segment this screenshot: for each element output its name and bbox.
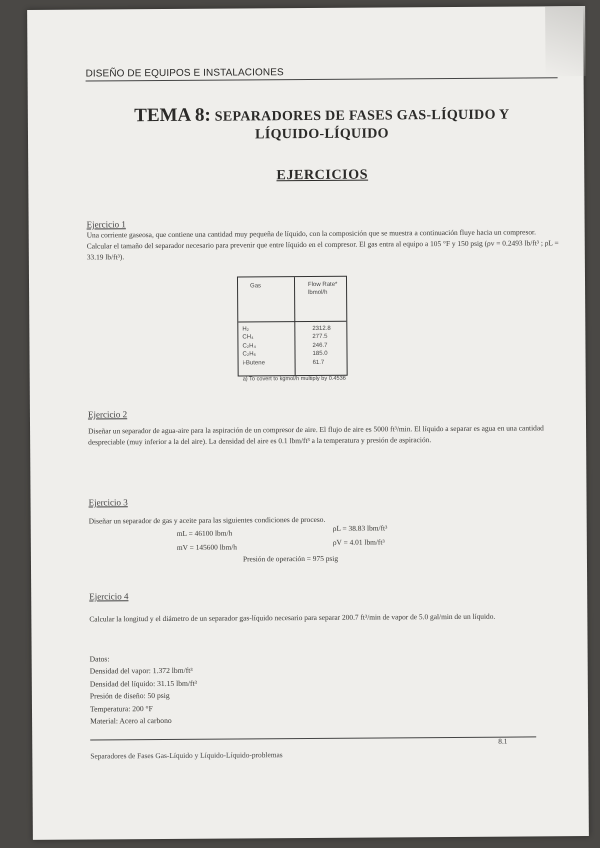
data-title: Datos:: [89, 654, 110, 664]
table-cell: i-Butene: [242, 359, 265, 367]
vapor-flow: mV = 145600 lbm/h: [176, 542, 237, 552]
data-item: Material: Acero al carbono: [90, 715, 172, 726]
exercise-4-label: Ejercicio 4: [89, 591, 129, 602]
table-cell: 2312.8: [312, 325, 331, 332]
exercise-1-label: Ejercicio 1: [86, 219, 126, 230]
page-number: 8.1: [498, 736, 508, 746]
data-item: Presión de diseño: 50 psig: [89, 691, 170, 701]
table-cell: 61.7: [312, 359, 325, 366]
table-col-flows: [312, 325, 331, 367]
liquid-flow: mL = 46100 lbm/h: [176, 528, 233, 538]
title-text: SEPARADORES DE FASES GAS-LÍQUIDO Y: [214, 107, 510, 125]
table-divider: [294, 277, 296, 375]
table-cell: 277.5: [312, 334, 328, 341]
gas-composition-table: [237, 276, 348, 377]
footer-divider: [90, 736, 536, 740]
table-cell: C₂H₄: [242, 343, 256, 350]
table-cell: 185.0: [312, 351, 328, 358]
title-text-line2: LÍQUIDO-LÍQUIDO: [255, 126, 389, 143]
table-cell: C₂H₆: [242, 351, 256, 358]
liquid-density: ρL = 38.83 lbm/ft³: [332, 523, 388, 533]
exercise-3-text: Diseñar un separador de gas y aceite para las siguientes condiciones de proceso.: [88, 514, 326, 526]
section-heading: EJERCICIOS: [276, 167, 369, 184]
exercise-4-text: Calcular la longitud y el diámetro de un separador gas-líquido necesario para separar 200.7 ft³/min de vapor de 5.0 gal/min de un líquido.: [89, 611, 496, 624]
running-footer: Separadores de Fases Gas-Líquido y Líquido-Líquido-problemas: [90, 750, 283, 761]
table-col-gases: [242, 325, 265, 367]
document-page: [27, 6, 589, 840]
vapor-density: ρV = 4.01 lbm/ft³: [332, 537, 385, 547]
data-item: Temperatura: 200 °F: [89, 703, 153, 714]
table-cell: CH₄: [242, 334, 254, 341]
table-header-gas: Gas: [250, 283, 262, 290]
exercise-2-text: Diseñar un separador de agua-aire para la aspiración de un compresor de aire. El flujo de aire es 5000 ft³/min. El líquido a separar es agua en una cantidad despreciable (muy inferior a la del aire). La densidad del aire es 0.1 lbm/ft³ a la temperatura y presión de aspiración.: [88, 423, 544, 447]
table-header-flow: Flow Rate* lbmol/h: [308, 281, 338, 296]
table-cell: 246.7: [312, 342, 328, 349]
exercise-2-label: Ejercicio 2: [87, 409, 128, 420]
table-divider: [238, 321, 346, 323]
running-header: DISEÑO DE EQUIPOS E INSTALACIONES: [86, 65, 558, 81]
chapter-title: [86, 104, 558, 145]
title-number: TEMA 8:: [134, 104, 211, 127]
exercise-1-text: Una corriente gaseosa, que contiene una cantidad muy pequeña de líquido, con la composición que se muestra a continuación fluye hacia un compresor. Calcular el tamaño del separador necesario para prevenir que entre líquido en el compresor. El gas entra al equipo a 105 °F y 150 psig (ρv = 0.2493 lb/ft³ ; ρL = 33.19 lb/ft³).: [86, 227, 559, 262]
data-item: Densidad del líquido: 31.15 lbm/ft³: [89, 678, 197, 689]
operating-pressure: Presión de operación = 975 psig: [242, 553, 339, 564]
data-item: Densidad del vapor: 1.372 lbm/ft³: [89, 666, 193, 676]
exercise-4-data: [90, 653, 198, 728]
exercise-3-label: Ejercicio 3: [88, 497, 128, 508]
table-cell: H₂: [242, 326, 250, 333]
table-footnote: a) To covert to kgmol/h multiply by 0.4536: [242, 375, 346, 383]
